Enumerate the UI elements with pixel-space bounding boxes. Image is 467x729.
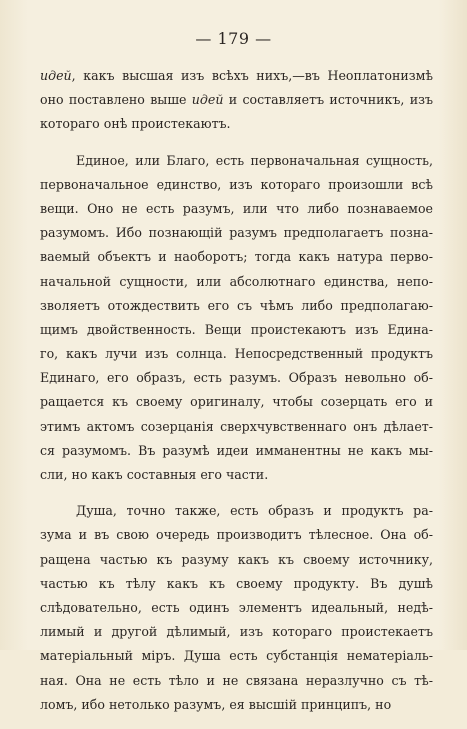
text-line — [40, 572, 433, 596]
text-line — [40, 64, 433, 88]
text-segment: ращена частью къ разуму какъ къ своему источнику, — [40, 551, 433, 567]
text-segment: лимый и другой дѣлимый, изъ котораго проистекаетъ — [40, 624, 433, 640]
text-line — [40, 693, 433, 717]
text-line — [40, 294, 433, 318]
page-number: — 179 — — [195, 29, 272, 48]
text-line — [40, 88, 433, 112]
text-segment: ломъ, ибо нетолько разумъ, ея высшій принципъ, но — [40, 696, 392, 712]
text-segment: матеріальный міръ. Душа есть субстанція нематеріаль- — [40, 648, 433, 664]
text-line — [40, 270, 433, 294]
text-line — [40, 463, 433, 487]
text-segment: котораго онѣ проистекаютъ. — [40, 116, 231, 132]
text-segment: Душа, точно также, есть образъ и продуктъ ра- — [76, 503, 433, 519]
text-segment: ся разумомъ. Въ разумѣ идеи имманентны не какъ мы- — [40, 442, 433, 458]
text-segment: го, какъ лучи изъ солнца. Непосредственный продуктъ — [40, 346, 433, 362]
text-segment: ваемый объектъ и наоборотъ; тогда какъ натура перво- — [40, 249, 433, 265]
text-segment: , какъ высшая изъ всѣхъ нихъ,—въ Неоплатонизмѣ — [71, 68, 433, 83]
text-line — [40, 548, 433, 572]
text-segment: этимъ актомъ созерцанія сверхчувственнаго онъ дѣлает- — [40, 418, 433, 434]
text-segment: Единаго, его образъ, есть разумъ. Образъ невольно об- — [40, 370, 433, 386]
text-segment: ращается къ своему оригиналу, чтобы созерцать его и — [40, 394, 433, 410]
text-line — [40, 112, 433, 136]
text-line — [40, 523, 433, 547]
italic-word: идей — [40, 68, 72, 83]
text-line — [40, 439, 433, 463]
page-body — [40, 64, 433, 729]
text-line — [40, 342, 433, 366]
text-segment: вещи. Оно не есть разумъ, или что либо познаваемое — [40, 200, 433, 216]
text-line — [40, 366, 433, 390]
text-segment: частью къ тѣлу какъ къ своему продукту. Въ душѣ — [40, 575, 433, 591]
text-segment: Единое, или Благо, есть первоначальная сущность, — [76, 152, 433, 168]
text-line — [40, 149, 433, 173]
text-line — [40, 245, 433, 269]
text-segment: начальной сущности, или абсолютнаго единства, непо- — [40, 273, 433, 289]
text-segment: ная. Она не есть тѣло и не связана неразлучно съ тѣ- — [40, 672, 433, 688]
text-segment: оно поставлено выше — [40, 92, 192, 108]
text-segment: зума и въ свою очередь производитъ тѣлесное. Она об- — [40, 527, 433, 543]
paragraph — [40, 149, 433, 488]
text-segment: зволяетъ отождествить его съ чѣмъ либо предполагаю- — [40, 297, 433, 313]
text-segment: щимъ двойственность. Вещи проистекаютъ изъ Едина- — [40, 321, 433, 337]
paragraph — [40, 64, 433, 137]
text-line — [40, 390, 433, 414]
text-line — [40, 318, 433, 342]
text-line — [40, 644, 433, 668]
italic-word: идей — [191, 92, 224, 108]
text-segment: слѣдовательно, есть одинъ элементъ идеальный, недѣ- — [40, 599, 433, 615]
text-line — [40, 415, 433, 439]
text-line — [40, 221, 433, 245]
text-line — [40, 669, 433, 693]
paragraph — [40, 499, 433, 717]
text-segment: разумомъ. Ибо познающій разумъ предполагаетъ позна- — [40, 225, 433, 241]
text-segment: сли, но какъ составныя его части. — [40, 467, 269, 482]
text-segment: первоначальное единство, изъ котораго произошли всѣ — [40, 176, 433, 192]
text-line — [40, 596, 433, 620]
text-line — [40, 620, 433, 644]
text-segment: и составляетъ источникъ, изъ — [223, 92, 434, 108]
text-line — [40, 197, 433, 221]
text-line — [40, 173, 433, 197]
text-line — [40, 499, 433, 523]
